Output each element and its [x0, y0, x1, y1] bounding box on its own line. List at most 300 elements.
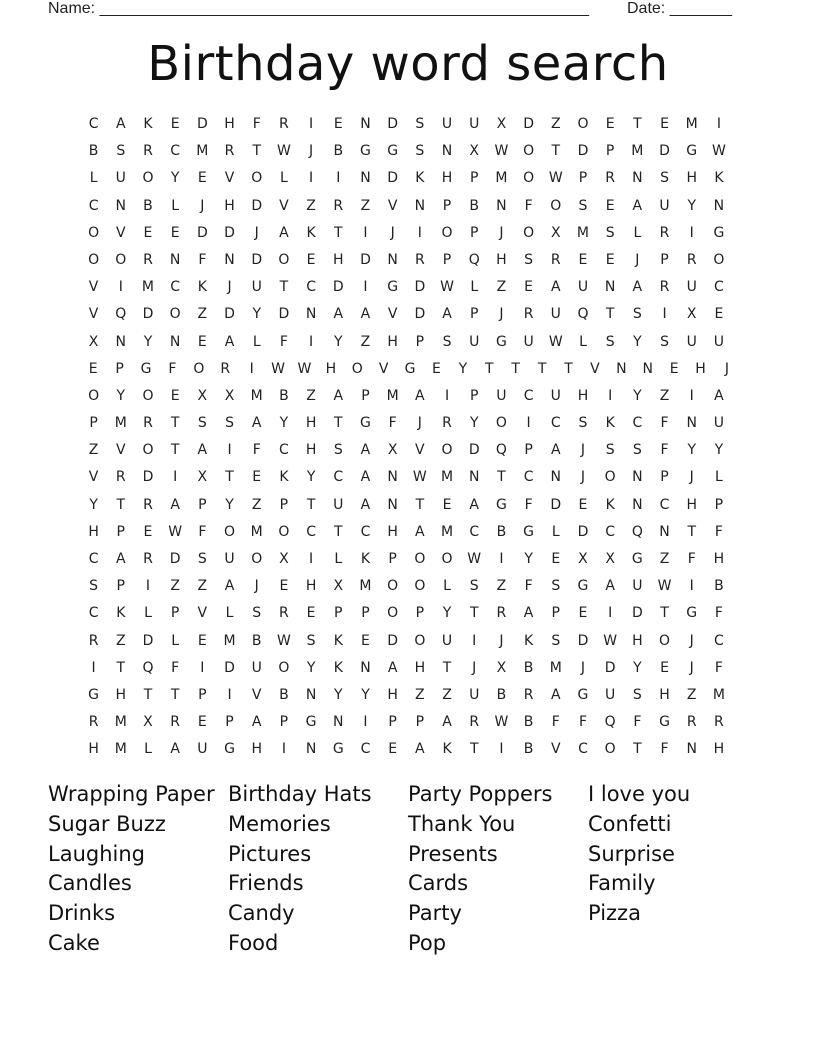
- grid-letter: Y: [714, 442, 724, 459]
- grid-letter: G: [360, 143, 371, 160]
- grid-letter: R: [224, 143, 235, 160]
- grid-letter: Z: [306, 387, 316, 404]
- grid-letter: V: [378, 360, 389, 377]
- grid-letter: I: [662, 306, 667, 323]
- grid-letter: N: [632, 170, 643, 187]
- grid-letter: G: [224, 741, 235, 758]
- grid-letter: E: [524, 279, 534, 296]
- grid-letter: E: [714, 306, 724, 323]
- grid-letter: C: [632, 415, 643, 432]
- grid-letter: E: [197, 170, 207, 187]
- grid-letter: I: [281, 741, 286, 758]
- grid-letter: S: [415, 116, 425, 132]
- grid-letter: Q: [468, 251, 480, 268]
- grid-letter: C: [88, 605, 99, 622]
- word-list-item: Memories: [228, 811, 331, 836]
- grid-letter: O: [251, 170, 263, 187]
- grid-letter: S: [632, 306, 642, 323]
- grid-letter: T: [170, 442, 180, 459]
- grid-letter: O: [142, 387, 154, 404]
- grid-letter: H: [713, 551, 725, 567]
- grid-letter: I: [363, 714, 368, 731]
- word-list-item: Party: [408, 901, 462, 926]
- grid-letter: L: [443, 578, 451, 595]
- grid-letter: C: [88, 116, 99, 132]
- grid-letter: O: [495, 415, 507, 432]
- grid-letter: X: [496, 116, 507, 132]
- grid-letter: L: [334, 551, 343, 567]
- grid-letter: S: [605, 224, 615, 241]
- grid-letter: U: [251, 659, 262, 676]
- grid-letter: X: [197, 387, 208, 404]
- grid-letter: D: [577, 143, 589, 160]
- grid-letter: R: [442, 415, 452, 432]
- grid-letter: H: [414, 659, 426, 676]
- grid-letter: Z: [686, 686, 697, 703]
- grid-letter: S: [551, 578, 561, 595]
- grid-letter: G: [404, 360, 416, 377]
- grid-letter: H: [305, 442, 317, 459]
- grid-letter: I: [689, 387, 694, 404]
- grid-letter: W: [440, 279, 454, 296]
- grid-letter: O: [441, 551, 453, 567]
- grid-letter: X: [550, 224, 561, 241]
- grid-letter: R: [333, 197, 344, 214]
- grid-letter: A: [251, 714, 262, 731]
- grid-letter: Z: [115, 632, 126, 649]
- word-list-item: Candy: [228, 901, 295, 926]
- grid-letter: G: [686, 143, 698, 160]
- grid-letter: H: [659, 686, 670, 703]
- word-list-item: Sugar Buzz: [48, 811, 166, 836]
- grid-letter: A: [224, 578, 235, 595]
- grid-letter: E: [605, 116, 615, 132]
- grid-letter: H: [387, 333, 398, 350]
- word-list-item: Confetti: [588, 811, 672, 836]
- grid-letter: O: [604, 469, 616, 486]
- grid-letter: M: [250, 387, 263, 404]
- grid-letter: E: [170, 387, 180, 404]
- grid-letter: L: [551, 523, 560, 540]
- grid-letter: W: [297, 360, 312, 377]
- grid-letter: M: [440, 523, 454, 540]
- grid-letter: F: [578, 714, 587, 731]
- grid-letter: I: [118, 279, 123, 296]
- grid-letter: J: [635, 251, 640, 268]
- grid-letter: U: [550, 387, 561, 404]
- grid-letter: O: [441, 224, 453, 241]
- grid-letter: L: [171, 197, 180, 214]
- grid-letter: T: [442, 659, 452, 676]
- grid-letter: X: [88, 333, 99, 350]
- grid-letter: E: [143, 224, 153, 241]
- grid-letter: C: [170, 143, 181, 160]
- grid-letter: E: [306, 605, 316, 622]
- grid-letter: P: [225, 714, 234, 731]
- grid-letter: T: [334, 415, 343, 432]
- letter-grid: [80, 113, 740, 766]
- grid-letter: E: [578, 605, 588, 622]
- grid-letter: N: [642, 360, 653, 377]
- grid-letter: U: [713, 333, 725, 350]
- grid-letter: I: [309, 551, 314, 567]
- grid-letter: I: [526, 415, 531, 432]
- grid-row: [80, 303, 740, 330]
- grid-letter: X: [686, 306, 697, 323]
- grid-letter: U: [441, 632, 453, 649]
- grid-letter: X: [469, 143, 480, 160]
- grid-letter: E: [578, 251, 588, 268]
- grid-letter: K: [605, 496, 615, 513]
- grid-letter: N: [686, 741, 697, 758]
- grid-letter: C: [306, 279, 316, 296]
- grid-letter: D: [360, 251, 371, 268]
- grid-letter: W: [467, 551, 482, 567]
- grid-letter: C: [279, 442, 289, 459]
- grid-letter: C: [578, 741, 588, 758]
- grid-letter: O: [278, 251, 290, 268]
- grid-letter: O: [142, 170, 154, 187]
- grid-letter: U: [197, 741, 208, 758]
- grid-letter: Q: [631, 523, 643, 540]
- grid-letter: R: [88, 632, 99, 649]
- grid-letter: V: [224, 170, 235, 187]
- grid-letter: F: [279, 333, 288, 350]
- grid-letter: J: [580, 469, 586, 486]
- grid-letter: G: [305, 714, 317, 731]
- grid-letter: H: [695, 360, 706, 377]
- grid-letter: A: [415, 741, 425, 758]
- grid-letter: M: [440, 469, 454, 486]
- grid-letter: R: [414, 251, 425, 268]
- grid-letter: Q: [115, 306, 127, 323]
- grid-letter: Q: [577, 306, 589, 323]
- grid-letter: F: [660, 415, 669, 432]
- grid-letter: K: [442, 741, 452, 758]
- grid-letter: P: [116, 523, 125, 540]
- grid-letter: S: [632, 686, 642, 703]
- grid-letter: H: [251, 741, 262, 758]
- grid-letter: V: [88, 279, 99, 296]
- grid-letter: O: [523, 170, 535, 187]
- grid-letter: H: [333, 251, 344, 268]
- grid-letter: Y: [143, 333, 153, 350]
- grid-row: [80, 167, 740, 194]
- grid-letter: U: [550, 306, 561, 323]
- grid-letter: M: [712, 686, 725, 703]
- grid-letter: M: [495, 170, 508, 187]
- grid-letter: W: [412, 469, 427, 486]
- grid-letter: R: [170, 714, 181, 731]
- grid-letter: T: [687, 523, 696, 540]
- grid-letter: R: [143, 251, 153, 268]
- grid-letter: H: [713, 741, 725, 758]
- grid-letter: I: [499, 551, 504, 567]
- grid-letter: V: [197, 605, 208, 622]
- grid-letter: A: [170, 496, 180, 513]
- grid-letter: T: [116, 659, 126, 676]
- grid-letter: O: [604, 741, 616, 758]
- grid-letter: P: [170, 605, 180, 622]
- grid-letter: F: [252, 442, 261, 459]
- word-list-item: Wrapping Paper: [48, 782, 215, 806]
- grid-letter: R: [550, 251, 561, 268]
- word-list-item: Friends: [228, 871, 304, 896]
- grid-letter: D: [142, 632, 154, 649]
- grid-letter: R: [523, 686, 534, 703]
- grid-letter: D: [196, 116, 208, 132]
- grid-letter: O: [523, 224, 535, 241]
- grid-letter: C: [659, 496, 670, 513]
- grid-letter: T: [469, 741, 479, 758]
- grid-letter: L: [280, 170, 288, 187]
- word-list-item: Cake: [48, 930, 100, 955]
- grid-letter: V: [279, 197, 289, 214]
- grid-letter: R: [523, 306, 534, 323]
- grid-letter: U: [251, 279, 262, 296]
- grid-letter: P: [551, 605, 560, 622]
- grid-letter: W: [276, 143, 291, 160]
- grid-letter: D: [142, 306, 154, 323]
- grid-letter: A: [415, 523, 425, 540]
- grid-letter: S: [632, 442, 642, 459]
- grid-letter: I: [309, 333, 314, 350]
- grid-letter: R: [143, 143, 153, 160]
- grid-letter: T: [497, 469, 506, 486]
- grid-letter: B: [279, 686, 289, 703]
- grid-letter: V: [115, 442, 126, 459]
- grid-letter: R: [143, 415, 153, 432]
- grid-letter: R: [686, 251, 697, 268]
- grid-letter: U: [469, 686, 480, 703]
- grid-letter: V: [251, 686, 262, 703]
- grid-letter: C: [360, 741, 371, 758]
- grid-letter: D: [604, 659, 616, 676]
- grid-row: [80, 140, 740, 167]
- grid-letter: C: [88, 551, 99, 567]
- grid-letter: H: [686, 170, 697, 187]
- grid-letter: R: [659, 279, 670, 296]
- grid-letter: A: [605, 578, 615, 595]
- grid-letter: S: [333, 442, 343, 459]
- grid-letter: Z: [442, 686, 452, 703]
- grid-letter: P: [279, 714, 289, 731]
- grid-letter: Z: [360, 197, 371, 214]
- grid-letter: P: [415, 714, 425, 731]
- grid-letter: I: [689, 578, 694, 595]
- grid-letter: A: [115, 116, 126, 132]
- grid-letter: L: [252, 333, 261, 350]
- grid-letter: K: [333, 659, 343, 676]
- grid-letter: O: [278, 659, 290, 676]
- grid-letter: P: [660, 251, 669, 268]
- grid-letter: O: [88, 387, 100, 404]
- grid-letter: N: [414, 197, 426, 214]
- grid-letter: V: [387, 197, 398, 214]
- grid-letter: M: [141, 279, 155, 296]
- grid-letter: S: [306, 632, 316, 649]
- grid-letter: P: [469, 306, 479, 323]
- grid-letter: E: [442, 496, 452, 513]
- grid-letter: H: [305, 415, 317, 432]
- grid-letter: H: [441, 170, 453, 187]
- grid-letter: D: [387, 116, 399, 132]
- grid-letter: P: [115, 360, 124, 377]
- grid-letter: H: [224, 197, 235, 214]
- grid-letter: O: [414, 632, 426, 649]
- grid-letter: X: [387, 442, 398, 459]
- grid-letter: O: [142, 442, 154, 459]
- grid-letter: D: [523, 116, 534, 132]
- grid-letter: E: [197, 714, 207, 731]
- grid-letter: U: [441, 116, 453, 132]
- grid-row: [80, 249, 740, 276]
- grid-letter: E: [170, 224, 180, 241]
- grid-letter: S: [469, 578, 479, 595]
- grid-letter: H: [224, 116, 235, 132]
- grid-letter: J: [580, 442, 586, 459]
- grid-letter: P: [89, 415, 98, 432]
- grid-letter: I: [417, 224, 422, 241]
- grid-letter: M: [250, 523, 263, 540]
- grid-letter: C: [523, 387, 534, 404]
- grid-letter: N: [387, 496, 398, 513]
- grid-letter: T: [511, 360, 520, 377]
- grid-letter: Z: [360, 333, 371, 350]
- grid-row: [80, 521, 740, 548]
- grid-letter: C: [333, 469, 344, 486]
- grid-letter: Z: [306, 197, 316, 214]
- grid-letter: X: [333, 578, 344, 595]
- grid-letter: N: [169, 333, 181, 350]
- word-list-item: Birthday Hats: [228, 782, 372, 806]
- grid-row: [80, 548, 740, 575]
- grid-letter: I: [336, 170, 341, 187]
- grid-letter: O: [115, 251, 127, 268]
- word-list-item: Surprise: [588, 841, 675, 866]
- grid-letter: I: [227, 442, 232, 459]
- grid-letter: T: [252, 143, 261, 160]
- grid-letter: I: [363, 279, 368, 296]
- grid-letter: W: [657, 578, 672, 595]
- grid-letter: N: [360, 116, 371, 132]
- grid-letter: Y: [633, 659, 642, 676]
- grid-letter: S: [578, 197, 588, 214]
- grid-letter: W: [271, 360, 285, 377]
- grid-letter: O: [278, 523, 290, 540]
- grid-letter: N: [496, 197, 507, 214]
- grid-letter: R: [143, 496, 153, 513]
- grid-letter: Y: [687, 442, 696, 459]
- grid-letter: I: [608, 605, 613, 622]
- grid-letter: E: [669, 360, 679, 377]
- grid-letter: M: [631, 143, 644, 160]
- grid-letter: X: [279, 551, 289, 567]
- grid-letter: E: [333, 116, 343, 132]
- grid-letter: N: [468, 469, 480, 486]
- grid-letter: R: [220, 360, 231, 377]
- grid-letter: I: [689, 224, 694, 241]
- grid-letter: Z: [659, 387, 670, 404]
- grid-letter: G: [140, 360, 152, 377]
- word-list-item: Presents: [408, 841, 498, 866]
- grid-letter: D: [577, 523, 589, 540]
- grid-letter: N: [224, 251, 235, 268]
- grid-letter: W: [494, 143, 509, 160]
- grid-letter: A: [714, 387, 724, 404]
- grid-letter: A: [333, 306, 344, 323]
- grid-row: [80, 331, 740, 358]
- grid-letter: O: [351, 360, 363, 377]
- grid-letter: Y: [225, 496, 234, 513]
- grid-letter: D: [414, 279, 426, 296]
- grid-letter: J: [499, 632, 504, 649]
- grid-letter: D: [468, 442, 480, 459]
- grid-letter: Y: [469, 415, 479, 432]
- grid-letter: E: [88, 360, 98, 377]
- grid-letter: P: [198, 496, 207, 513]
- grid-letter: G: [360, 415, 371, 432]
- grid-letter: B: [523, 741, 534, 758]
- grid-letter: J: [254, 578, 259, 595]
- grid-letter: U: [224, 551, 235, 567]
- grid-letter: E: [306, 251, 316, 268]
- grid-letter: G: [659, 714, 670, 731]
- grid-letter: I: [309, 170, 314, 187]
- grid-letter: N: [333, 714, 344, 731]
- grid-letter: T: [537, 360, 547, 377]
- grid-letter: I: [249, 360, 254, 377]
- grid-letter: O: [193, 360, 205, 377]
- grid-letter: T: [633, 116, 642, 132]
- grid-letter: M: [196, 143, 209, 160]
- grid-letter: A: [442, 306, 452, 323]
- grid-letter: F: [660, 741, 669, 758]
- grid-letter: A: [360, 306, 371, 323]
- grid-letter: Z: [251, 496, 262, 513]
- grid-letter: D: [577, 632, 589, 649]
- grid-letter: H: [686, 496, 697, 513]
- grid-letter: M: [576, 224, 590, 241]
- grid-letter: M: [685, 116, 698, 132]
- grid-letter: S: [89, 578, 99, 595]
- grid-letter: S: [197, 415, 207, 432]
- grid-letter: H: [88, 741, 99, 758]
- grid-letter: N: [713, 197, 725, 214]
- grid-letter: Y: [170, 170, 180, 187]
- word-list-item: Party Poppers: [408, 782, 553, 806]
- grid-row: [80, 113, 740, 140]
- grid-letter: A: [115, 551, 126, 567]
- grid-letter: J: [417, 415, 422, 432]
- grid-letter: L: [144, 605, 152, 622]
- grid-row: [80, 630, 740, 657]
- grid-letter: C: [605, 523, 616, 540]
- grid-letter: E: [605, 197, 615, 214]
- grid-letter: S: [225, 415, 234, 432]
- grid-letter: B: [714, 578, 724, 595]
- grid-letter: F: [252, 116, 261, 132]
- grid-letter: Y: [306, 469, 316, 486]
- grid-letter: N: [305, 741, 317, 758]
- grid-letter: N: [387, 251, 398, 268]
- grid-letter: N: [686, 415, 697, 432]
- grid-letter: H: [305, 578, 317, 595]
- word-list-item: Pop: [408, 930, 447, 955]
- grid-row: [80, 222, 740, 249]
- grid-letter: V: [115, 224, 126, 241]
- grid-letter: S: [116, 143, 126, 160]
